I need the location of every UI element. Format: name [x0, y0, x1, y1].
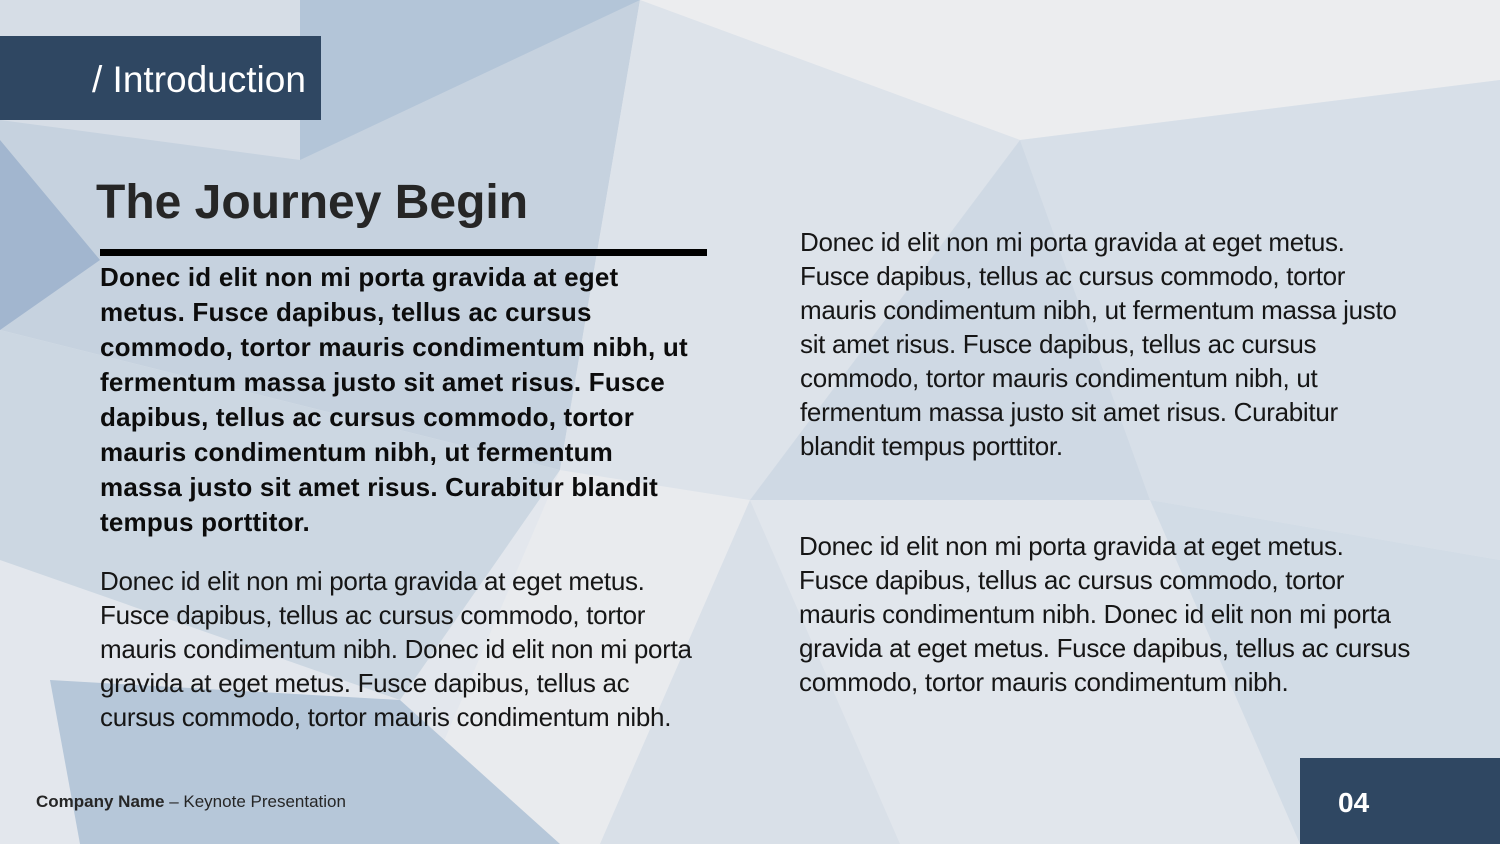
right-body-paragraph-1: Donec id elit non mi porta gravida at eget metus. Fusce dapibus, tellus ac cursus commodo, tortor mauris condimentum nibh, ut fermentum massa justo sit amet risus. Fusce dapibus, tellus ac cursus commodo, tortor mauris condimentum nibh, ut fermentum massa justo sit amet risus. Curabitur blandit tempus porttitor. — [800, 227, 1397, 461]
left-body-paragraph: Donec id elit non mi porta gravida at eget metus. Fusce dapibus, tellus ac cursus commodo, tortor mauris condimentum nibh. Donec id elit non mi porta gravida at eget metus. Fusce dapibus, tellus ac cursus commodo, tortor mauris condimentum nibh. — [100, 566, 692, 732]
footer-separator: – — [164, 792, 184, 811]
lead-paragraph: Donec id elit non mi porta gravida at eget metus. Fusce dapibus, tellus ac cursus commodo, tortor mauris condimentum nibh, ut fermentum massa justo sit amet risus. Fusce dapibus, tellus ac cursus commodo, tortor mauris condimentum nibh, ut fermentum massa justo sit amet risus. Curabitur blandit tempus porttitor. — [100, 262, 688, 537]
slide-title: The Journey Begin — [96, 176, 529, 229]
section-label: / Introduction — [92, 59, 306, 100]
section-tab — [0, 36, 321, 120]
footer — [36, 790, 346, 814]
footer-presentation-name: Keynote Presentation — [183, 792, 346, 811]
title-underline — [100, 249, 707, 256]
footer-company-name: Company Name — [36, 792, 165, 811]
page-number-box — [1300, 758, 1500, 844]
page-number: 04 — [1338, 787, 1370, 818]
right-body-paragraph-2: Donec id elit non mi porta gravida at eget metus. Fusce dapibus, tellus ac cursus commodo, tortor mauris condimentum nibh. Donec id elit non mi porta gravida at eget metus. Fusce dapibus, tellus ac cursus commodo, tortor mauris condimentum nibh. — [799, 531, 1411, 697]
